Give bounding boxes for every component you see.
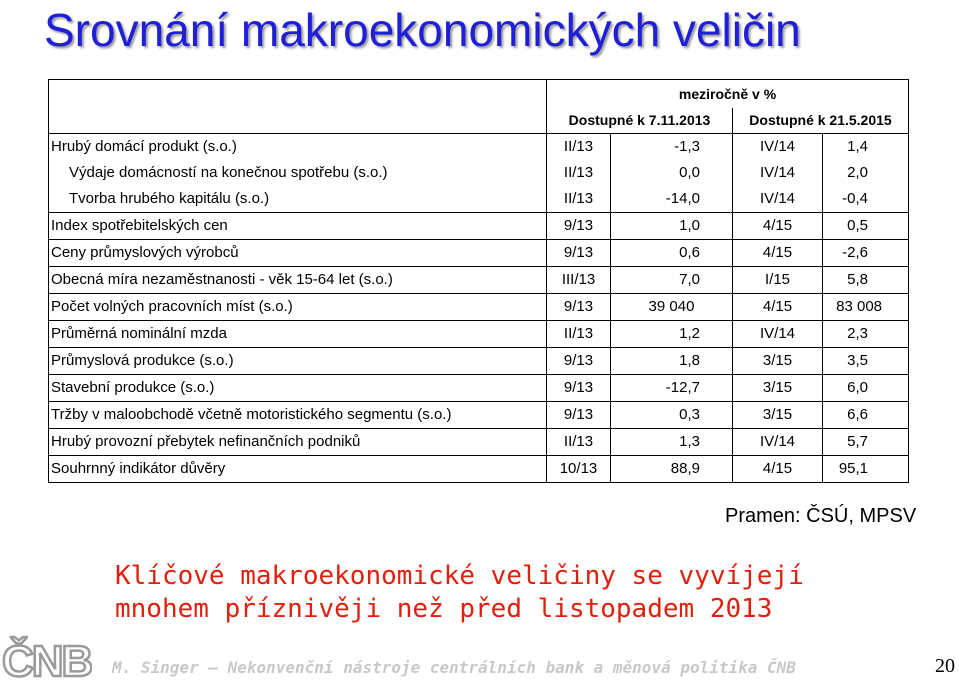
period-2015: 3/15	[733, 348, 823, 375]
period-2013: II/13	[547, 134, 611, 161]
table-row	[49, 429, 909, 456]
source-note: Pramen: ČSÚ, MPSV	[725, 505, 917, 527]
period-2015: IV/14	[733, 186, 823, 213]
row-label: Průmyslová produkce (s.o.)	[49, 348, 547, 375]
value-2013: -1,3	[611, 134, 733, 161]
value-2013: 7,0	[611, 267, 733, 294]
row-label: Hrubý provozní přebytek nefinančních podniků	[49, 429, 547, 456]
period-2015: I/15	[733, 267, 823, 294]
value-2013: 1,8	[611, 348, 733, 375]
period-2013: 9/13	[547, 348, 611, 375]
value-2013: 88,9	[611, 456, 733, 483]
table-row	[49, 160, 909, 186]
row-label: Index spotřebitelských cen	[49, 213, 547, 240]
value-2013: 0,0	[611, 160, 733, 186]
period-2015: 3/15	[733, 402, 823, 429]
value-2013: 1,2	[611, 321, 733, 348]
value-2015: 1,4	[823, 134, 909, 161]
cnb-logo-text: ČNB	[2, 637, 92, 682]
value-2015: 3,5	[823, 348, 909, 375]
period-2015: IV/14	[733, 321, 823, 348]
table-row	[49, 402, 909, 429]
table-row	[49, 134, 909, 161]
row-label: Ceny průmyslových výrobců	[49, 240, 547, 267]
period-2015: 4/15	[733, 240, 823, 267]
header-available-2013: Dostupné k 7.11.2013	[547, 108, 733, 134]
period-2013: II/13	[547, 186, 611, 213]
period-2013: II/13	[547, 160, 611, 186]
table-row	[49, 294, 909, 321]
period-2013: III/13	[547, 267, 611, 294]
period-2015: 4/15	[733, 456, 823, 483]
header-available-2015: Dostupné k 21.5.2015	[749, 112, 892, 128]
value-2013: 39 040	[611, 294, 733, 321]
row-label: Průměrná nominální mzda	[49, 321, 547, 348]
value-2015: -2,6	[823, 240, 909, 267]
row-label: Tržby v maloobchodě včetně motoristického segmentu (s.o.)	[49, 402, 547, 429]
row-label: Tvorba hrubého kapitálu (s.o.)	[49, 186, 547, 213]
period-2015: IV/14	[733, 429, 823, 456]
value-2015: 2,3	[823, 321, 909, 348]
takeaway-line-1: Klíčové makroekonomické veličiny se vyvíjejí	[115, 561, 804, 591]
macro-comparison-table	[48, 79, 909, 483]
table-row	[49, 456, 909, 483]
table-row	[49, 186, 909, 213]
period-2013: 9/13	[547, 213, 611, 240]
value-2015: 95,1	[823, 456, 909, 483]
value-2013: -14,0	[611, 186, 733, 213]
period-2013: 10/13	[547, 456, 611, 483]
row-label: Souhrnný indikátor důvěry	[49, 456, 547, 483]
table-row	[49, 213, 909, 240]
table-row	[49, 267, 909, 294]
value-2015: 6,0	[823, 375, 909, 402]
value-2013: -12,7	[611, 375, 733, 402]
period-2015: IV/14	[733, 160, 823, 186]
value-2015: -0,4	[842, 190, 869, 207]
row-label: Obecná míra nezaměstnanosti - věk 15-64 let (s.o.)	[49, 267, 547, 294]
table-row	[49, 348, 909, 375]
header-yoy-percent: meziročně v %	[678, 86, 777, 102]
value-2013: 1,0	[611, 213, 733, 240]
period-2015: 4/15	[733, 294, 823, 321]
value-2013: 0,3	[611, 402, 733, 429]
cnb-logo	[0, 626, 92, 682]
page-number: 20	[935, 655, 955, 677]
table-row	[49, 240, 909, 267]
value-2015: 2,0	[847, 164, 869, 181]
period-2013: II/13	[547, 321, 611, 348]
key-takeaway	[115, 560, 804, 626]
table-subheader-row	[49, 108, 909, 134]
period-2015: 3/15	[733, 375, 823, 402]
takeaway-line-2: mnohem příznivěji než před listopadem 2013	[115, 594, 773, 624]
value-2015: 0,5	[823, 213, 909, 240]
row-label: Stavební produkce (s.o.)	[49, 375, 547, 402]
row-label: Počet volných pracovních míst (s.o.)	[49, 294, 547, 321]
period-2013: 9/13	[547, 402, 611, 429]
period-2013: 9/13	[547, 294, 611, 321]
value-2015: 83 008	[823, 294, 909, 321]
value-2015: 6,6	[823, 402, 909, 429]
period-2015: 4/15	[733, 213, 823, 240]
table-header-row	[49, 80, 909, 109]
period-2013: 9/13	[547, 375, 611, 402]
table-row	[49, 375, 909, 402]
value-2013: 0,6	[611, 240, 733, 267]
period-2013: 9/13	[547, 240, 611, 267]
row-label: Výdaje domácností na konečnou spotřebu (s.o.)	[49, 160, 547, 186]
table-row	[49, 321, 909, 348]
row-label: Hrubý domácí produkt (s.o.)	[49, 134, 547, 161]
value-2013: 1,3	[611, 429, 733, 456]
period-2015: IV/14	[733, 134, 823, 161]
slide-title: Srovnání makroekonomických veličin	[44, 4, 801, 56]
value-2015: 5,8	[823, 267, 909, 294]
value-2015: 5,7	[823, 429, 909, 456]
period-2013: II/13	[547, 429, 611, 456]
footer-text: M. Singer – Nekonvenční nástroje centrálních bank a měnová politika ČNB	[112, 658, 796, 677]
